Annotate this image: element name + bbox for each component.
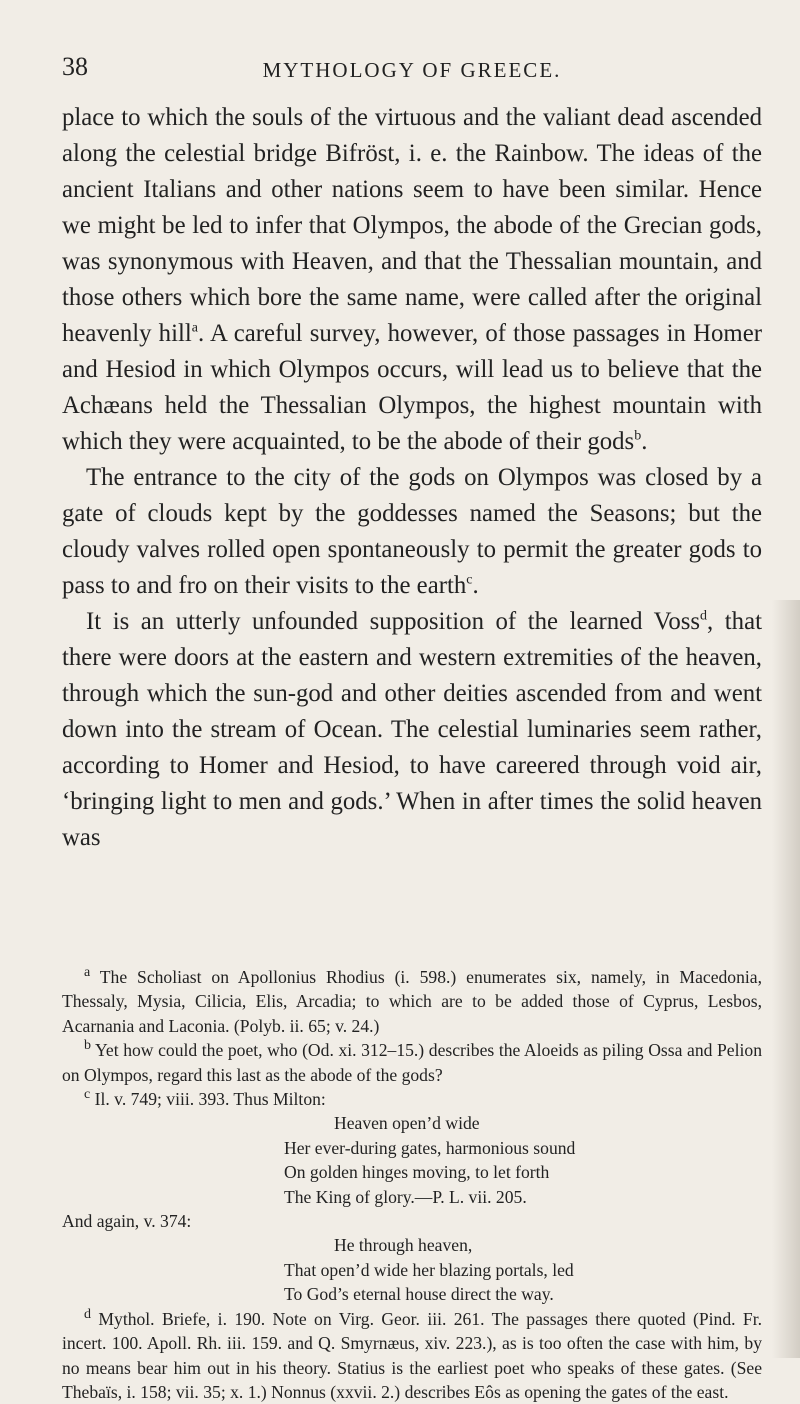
- verse-line: Her ever-during gates, harmonious sound: [284, 1137, 576, 1158]
- paragraph-2: The entrance to the city of the gods on Olympos was closed by a gate of clouds kept by the goddesses named the Seasons; but the cloudy valves rolled open spontaneously to permit the greater gods to pass to and fro on their visits to the earth$^c$.: [62, 464, 762, 599]
- page-number: 38: [62, 52, 88, 81]
- page-header: [62, 52, 762, 88]
- running-title: MYTHOLOGY OF GREECE.: [262, 58, 562, 82]
- paragraph-1: place to which the souls of the virtuous and the valiant dead ascended along the celestial bridge Bifröst, i. e. the Rainbow. The ideas of the ancient Italians and other nations seem to have been similar. Hence we might be led to infer that Olympos, the abode of the Grecian gods, was synonymous with Heaven, and that the Thessalian mountain, and those others which bore the same name, were called after the original heavenly hill$^a$. A careful survey, however, of those passages in Homer and Hesiod in which Olympos occurs, will lead us to believe that the Achæans held the Thessalian Olympos, the highest mountain with which they were acquainted, to be the abode of their gods$^b$.: [62, 104, 762, 455]
- footnote-marker-d[interactable]: d: [700, 608, 708, 624]
- footnote-b: $^b$ Yet how could the poet, who (Od. xi. 312–15.) describes the Aloeids as piling Ossa and Pelion on Olympos, regard this last as the abode of the gods?: [62, 1038, 762, 1085]
- verse-line: That open’d wide her blazing portals, led: [284, 1259, 574, 1280]
- footnote-marker-a[interactable]: a: [191, 320, 198, 336]
- footnote-marker-b[interactable]: b: [634, 428, 642, 444]
- verse-line: On golden hinges moving, to let forth: [284, 1162, 550, 1183]
- body-text: [62, 100, 762, 856]
- footnote-marker-c[interactable]: c: [466, 572, 473, 588]
- footnotes: [62, 965, 762, 1404]
- verse-line: Heaven open’d wide: [334, 1113, 480, 1134]
- footnote-d: $^d$ Mythol. Briefe, i. 190. Note on Virg. Geor. iii. 261. The passages there quoted (Pind. Fr. incert. 100. Apoll. Rh. iii. 159. and Q. Smyrnæus, xiv. 223.), as is too often the case with him, by no means bear him out in his theory. Statius is the earliest poet who speaks of these gates. (See Thebaïs, i. 158; vii. 35; x. 1.) Nonnus (xxvii. 2.) describes Eôs as opening the gates of the east.: [62, 1306, 762, 1402]
- page-edge-shadow: [772, 600, 800, 1358]
- verse-line: To God’s eternal house direct the way.: [284, 1284, 554, 1305]
- footnote-c: $^c$ Il. v. 749; viii. 393. Thus Milton:: [84, 1087, 326, 1110]
- verse-line: He through heaven,: [334, 1235, 473, 1256]
- footnote-c-continuation: And again, v. 374:: [62, 1211, 192, 1232]
- paragraph-3: It is an utterly unfounded supposition of the learned Voss$^d$, that there were doors at the eastern and western extremities of the heaven, through which the sun-god and other deities ascended from and went down into the stream of Ocean. The celestial luminaries seem rather, according to Homer and Hesiod, to have careered through void air, ‘bringing light to men and gods.’ When in after times the solid heaven was: [62, 608, 762, 851]
- footnote-a: $^a$ The Scholiast on Apollonius Rhodius (i. 598.) enumerates six, namely, in Macedonia, Thessaly, Mysia, Cilicia, Elis, Arcadia; to which are to be added those of Cyprus, Lesbos, Acarnania and Laconia. (Polyb. ii. 65; v. 24.): [62, 965, 762, 1036]
- verse-line: The King of glory.—P. L. vii. 205.: [284, 1186, 527, 1207]
